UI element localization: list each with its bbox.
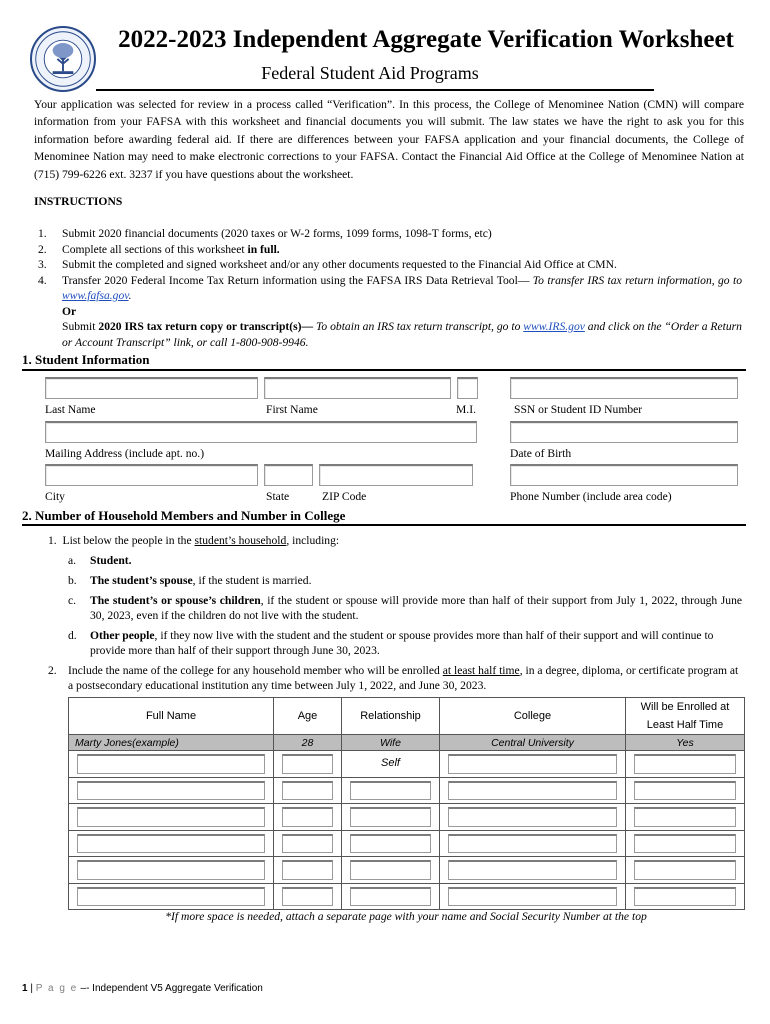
- date-of-birth-label: Date of Birth: [510, 447, 572, 460]
- example-relationship: Wife: [342, 735, 440, 751]
- household-members-table: [68, 697, 745, 910]
- city-label: City: [45, 490, 65, 503]
- instructions-list: [38, 226, 742, 350]
- instruction-text: Complete all sections of this worksheet: [62, 242, 248, 256]
- full-name-field[interactable]: [77, 887, 265, 907]
- household-question-1: 1. List below the people in the student’s household, including:: [48, 534, 340, 547]
- date-of-birth-field[interactable]: [510, 421, 738, 443]
- full-name-field[interactable]: [77, 781, 265, 801]
- phone-number-field[interactable]: [510, 464, 738, 486]
- section-2-rule: [22, 524, 746, 526]
- age-field[interactable]: [282, 860, 333, 880]
- worksheet-subtitle: Federal Student Aid Programs: [261, 63, 479, 83]
- list-item-b: b. The student’s spouse, if the student is married.: [68, 574, 312, 587]
- irs-link[interactable]: www.IRS.gov: [523, 320, 585, 333]
- zip-code-label: ZIP Code: [322, 490, 367, 503]
- self-label: Self: [381, 757, 400, 769]
- mailing-address-label: Mailing Address (include apt. no.): [45, 447, 205, 460]
- enrolled-field[interactable]: [634, 781, 736, 801]
- state-field[interactable]: [264, 464, 313, 486]
- college-field[interactable]: [448, 781, 617, 801]
- enrolled-field[interactable]: [634, 887, 736, 907]
- header-rule: [96, 89, 654, 91]
- instruction-text: Submit 2020 financial documents (2020 taxes or W-2 forms, 1099 forms, 1098-T forms, etc): [62, 227, 492, 240]
- intro-paragraph: Your application was selected for review in a process called “Verification”. In this process, the College of Menominee Nation (CMN) will compare information from your FAFSA with this worksheet and financial documents you will submit. The law states we have the right to ask you for this information before awarding federal aid. If there are differences between your FAFSA application and your financial documents, the College of Menominee Nation may need to make electronic corrections to your FAFSA. Contact the Financial Aid Office at the College of Menominee Nation at (715) 799-6226 ext. 3237 if you have questions about the worksheet.: [34, 98, 744, 181]
- middle-initial-label: M.I.: [456, 403, 476, 416]
- relationship-field[interactable]: [350, 781, 431, 801]
- table-row: [69, 883, 745, 910]
- first-name-label: First Name: [266, 403, 318, 416]
- page-word: P a g e: [35, 983, 78, 994]
- fafsa-link[interactable]: www.fafsa.gov: [62, 289, 129, 302]
- last-name-label: Last Name: [45, 403, 96, 416]
- example-name: Marty Jones(example): [69, 735, 274, 751]
- instruction-text: Submit the completed and signed worksheet and/or any other documents requested to the Financial Aid Office at CMN.: [62, 258, 617, 271]
- half-time-term: at least half time: [442, 664, 520, 677]
- household-question-2: 2. Include the name of the college for any household member who will be enrolled at least half time, in a degree, diploma, or certificate program at a postsecondary educational institution any time between July 1, 2022, and June 30, 2023.: [48, 664, 739, 692]
- relationship-field[interactable]: [350, 834, 431, 854]
- full-name-field[interactable]: [77, 834, 265, 854]
- table-row: [69, 777, 745, 804]
- full-name-field[interactable]: [77, 807, 265, 827]
- list-item-c: c. The student’s or spouse’s children, if the student or spouse will provide more than half of their support from July 1, 2022, through June 30, 2023, even if the children do not live with the student.: [68, 594, 743, 622]
- column-header: Age: [274, 698, 342, 735]
- college-field[interactable]: [448, 834, 617, 854]
- zip-code-field[interactable]: [319, 464, 473, 486]
- instruction-item: 1. Submit 2020 financial documents (2020 taxes or W-2 forms, 1099 forms, 1098-T forms, etc): [38, 227, 492, 240]
- mailing-address-field[interactable]: [45, 421, 477, 443]
- enrolled-field[interactable]: [634, 754, 736, 774]
- enrolled-field[interactable]: [634, 834, 736, 854]
- relationship-field[interactable]: [350, 887, 431, 907]
- relationship-field[interactable]: [350, 860, 431, 880]
- instruction-emphasis: in full.: [247, 242, 280, 256]
- instruction-item: 3. Submit the completed and signed worksheet and/or any other documents requested to the Financial Aid Office at CMN.: [38, 258, 617, 271]
- full-name-field[interactable]: [77, 860, 265, 880]
- relationship-field[interactable]: [350, 807, 431, 827]
- phone-number-label: Phone Number (include area code): [510, 490, 672, 503]
- age-field[interactable]: [282, 834, 333, 854]
- first-name-field[interactable]: [264, 377, 451, 399]
- table-row: [69, 857, 745, 884]
- ssn-field[interactable]: [510, 377, 738, 399]
- instruction-text: Submit: [62, 320, 99, 333]
- instruction-item: 4. Transfer 2020 Federal Income Tax Return information using the FAFSA IRS Data Retrieval Tool— To transfer IRS tax return information, go to www.fafsa.gov. Or Submit 2020 IRS tax return copy or transcript(s)— To obtain an IRS tax return transcript, go to www.IRS.gov and click on the “Order a Return or Account Transcript” link, or call 1-800-908-9946.: [38, 273, 742, 349]
- section-2-heading: 2. Number of Household Members and Number in College: [22, 508, 346, 523]
- student-household-term: student’s household: [194, 534, 287, 547]
- instructions-heading: INSTRUCTIONS: [34, 195, 123, 208]
- ssn-label: SSN or Student ID Number: [514, 403, 643, 416]
- college-field[interactable]: [448, 754, 617, 774]
- state-label: State: [266, 490, 290, 503]
- instruction-italic: and click on the “Order a Return or Account Transcript” link, or call 1-800-908-9946.: [62, 320, 742, 349]
- age-field[interactable]: [282, 887, 333, 907]
- list-item-d: d. Other people, if they now live with the student and the student or spouse provides more than half of their support and will continue to provide more than half of their support through June 30, 2023.: [68, 629, 714, 657]
- section-1-rule: [22, 369, 746, 371]
- instruction-text: Transfer 2020 Federal Income Tax Return information using the FAFSA IRS Data Retrieval Tool—: [62, 273, 533, 287]
- document-name: –- Independent V5 Aggregate Verification: [77, 983, 263, 994]
- age-field[interactable]: [282, 754, 333, 774]
- enrolled-field[interactable]: [634, 807, 736, 827]
- column-header: Full Name: [69, 698, 274, 735]
- city-field[interactable]: [45, 464, 258, 486]
- last-name-field[interactable]: [45, 377, 258, 399]
- table-row: [69, 804, 745, 831]
- section-1-heading: 1. Student Information: [22, 352, 150, 367]
- instruction-item: 2. Complete all sections of this worksheet in full.: [38, 242, 280, 256]
- column-header: Will be Enrolled at Least Half Time: [626, 698, 745, 735]
- list-item-a: a. Student.: [68, 554, 132, 567]
- college-field[interactable]: [448, 807, 617, 827]
- page-number: 1: [22, 983, 28, 994]
- example-college: Central University: [440, 735, 626, 751]
- college-field[interactable]: [448, 887, 617, 907]
- age-field[interactable]: [282, 807, 333, 827]
- table-row: [69, 830, 745, 857]
- example-enrolled: Yes: [626, 735, 745, 751]
- worksheet-title: 2022-2023 Independent Aggregate Verification Worksheet: [118, 26, 734, 53]
- page-footer: 1 | P a g e –- Independent V5 Aggregate Verification: [22, 983, 263, 994]
- enrolled-field[interactable]: [634, 860, 736, 880]
- extra-space-note: *If more space is needed, attach a separate page with your name and Social Security Number at the top: [165, 910, 647, 923]
- age-field[interactable]: [282, 781, 333, 801]
- column-header: College: [440, 698, 626, 735]
- instruction-italic: To obtain an IRS tax return transcript, go to: [316, 320, 524, 333]
- column-header: Relationship: [342, 698, 440, 735]
- college-field[interactable]: [448, 860, 617, 880]
- instruction-italic: To transfer IRS tax return information, go to: [532, 273, 742, 287]
- middle-initial-field[interactable]: [457, 377, 478, 399]
- instruction-emphasis: 2020 IRS tax return copy or transcript(s)—: [98, 320, 317, 333]
- example-age: 28: [274, 735, 342, 751]
- full-name-field[interactable]: [77, 754, 265, 774]
- table-row: [69, 751, 745, 778]
- example-row: [69, 735, 745, 751]
- or-label: Or: [62, 304, 77, 318]
- department-of-education-seal: [30, 26, 96, 92]
